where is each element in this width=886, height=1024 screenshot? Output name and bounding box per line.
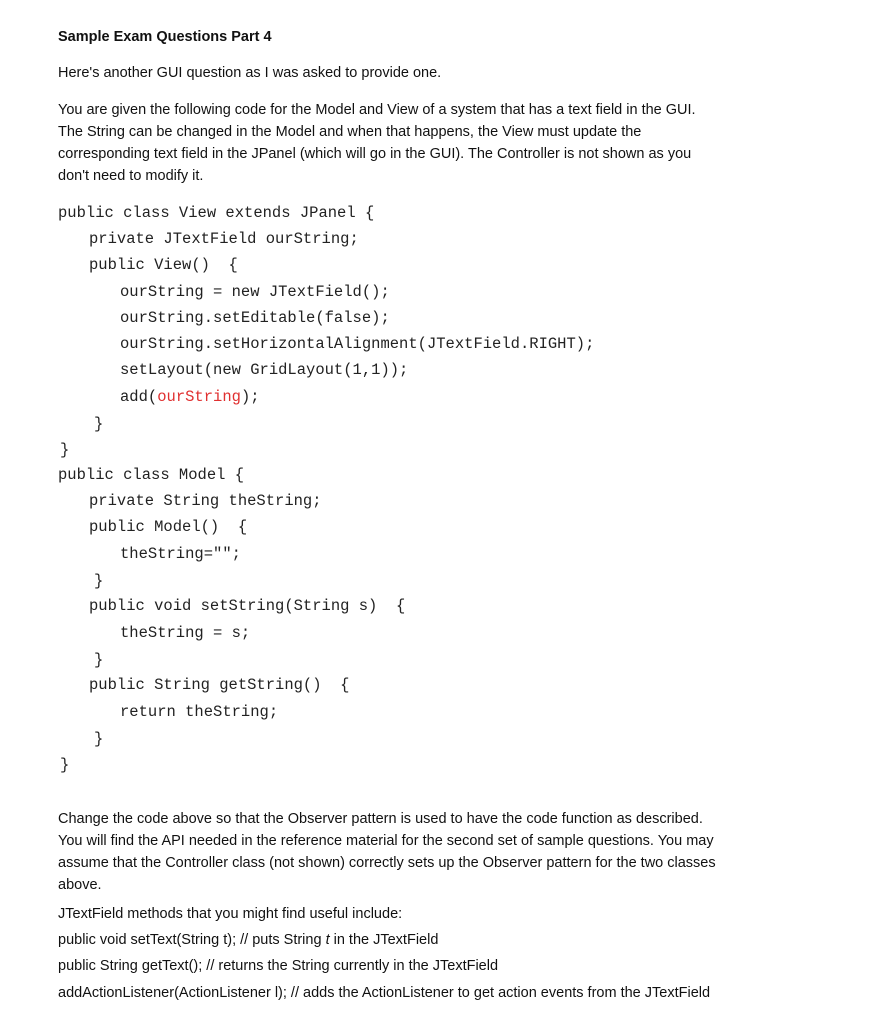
page-title: Sample Exam Questions Part 4	[58, 29, 272, 45]
closing-brace: }	[60, 756, 70, 774]
code-line: ourString.setHorizontalAlignment(JTextField.RIGHT);	[120, 335, 595, 353]
code-token: add(	[120, 388, 158, 406]
method-addactionlistener: addActionListener(ActionListener l); // adds the ActionListener to get action events from the JTextField	[58, 985, 711, 1001]
task-line: assume that the Controller class (not shown) correctly sets up the Observer pattern for the two classes	[58, 855, 716, 871]
code-line: public class Model {	[58, 466, 245, 484]
methods-heading: JTextField methods that you might find useful include:	[58, 906, 403, 922]
closing-brace: }	[94, 415, 104, 433]
description-line: don't need to modify it.	[58, 168, 204, 184]
closing-brace: }	[94, 730, 104, 748]
description-paragraph	[58, 99, 838, 187]
task-line: You will find the API needed in the reference material for the second set of sample questions. You may	[58, 833, 714, 849]
highlighted-token: ourString	[157, 388, 241, 406]
method-gettext: public String getText(); // returns the String currently in the JTextField	[58, 958, 499, 974]
task-line: Change the code above so that the Observer pattern is used to have the code function as described.	[58, 811, 703, 827]
code-line: theString="";	[120, 545, 241, 563]
code-line: ourString = new JTextField();	[120, 283, 390, 301]
method-settext	[58, 930, 438, 950]
task-line: above.	[58, 877, 102, 893]
closing-brace: }	[60, 441, 70, 459]
code-line	[120, 387, 260, 407]
code-line: ourString.setEditable(false);	[120, 309, 390, 327]
closing-brace: }	[94, 572, 104, 590]
code-line: private JTextField ourString;	[89, 230, 359, 248]
task-paragraph	[58, 808, 838, 896]
code-line: return theString;	[120, 703, 279, 721]
code-line: public View() {	[89, 256, 238, 274]
description-line: The String can be changed in the Model and when that happens, the View must update the	[58, 124, 642, 140]
method-text: in the JTextField	[329, 932, 439, 948]
code-line: private String theString;	[89, 492, 322, 510]
code-line: public class View extends JPanel {	[58, 204, 375, 222]
code-line: public Model() {	[89, 518, 248, 536]
code-token: );	[240, 388, 260, 406]
code-line: setLayout(new GridLayout(1,1));	[120, 361, 409, 379]
code-line: theString = s;	[120, 624, 251, 642]
description-line: You are given the following code for the Model and View of a system that has a text field in the GUI.	[58, 102, 696, 118]
method-text: public void setText(String t); // puts String	[58, 932, 326, 948]
method-variable: t	[325, 932, 330, 948]
code-line: public String getString() {	[89, 676, 350, 694]
description-line: corresponding text field in the JPanel (which will go in the GUI). The Controller is not shown as you	[58, 146, 692, 162]
intro-text: Here's another GUI question as I was asked to provide one.	[58, 65, 442, 81]
closing-brace: }	[94, 651, 104, 669]
code-line: public void setString(String s) {	[89, 597, 406, 615]
